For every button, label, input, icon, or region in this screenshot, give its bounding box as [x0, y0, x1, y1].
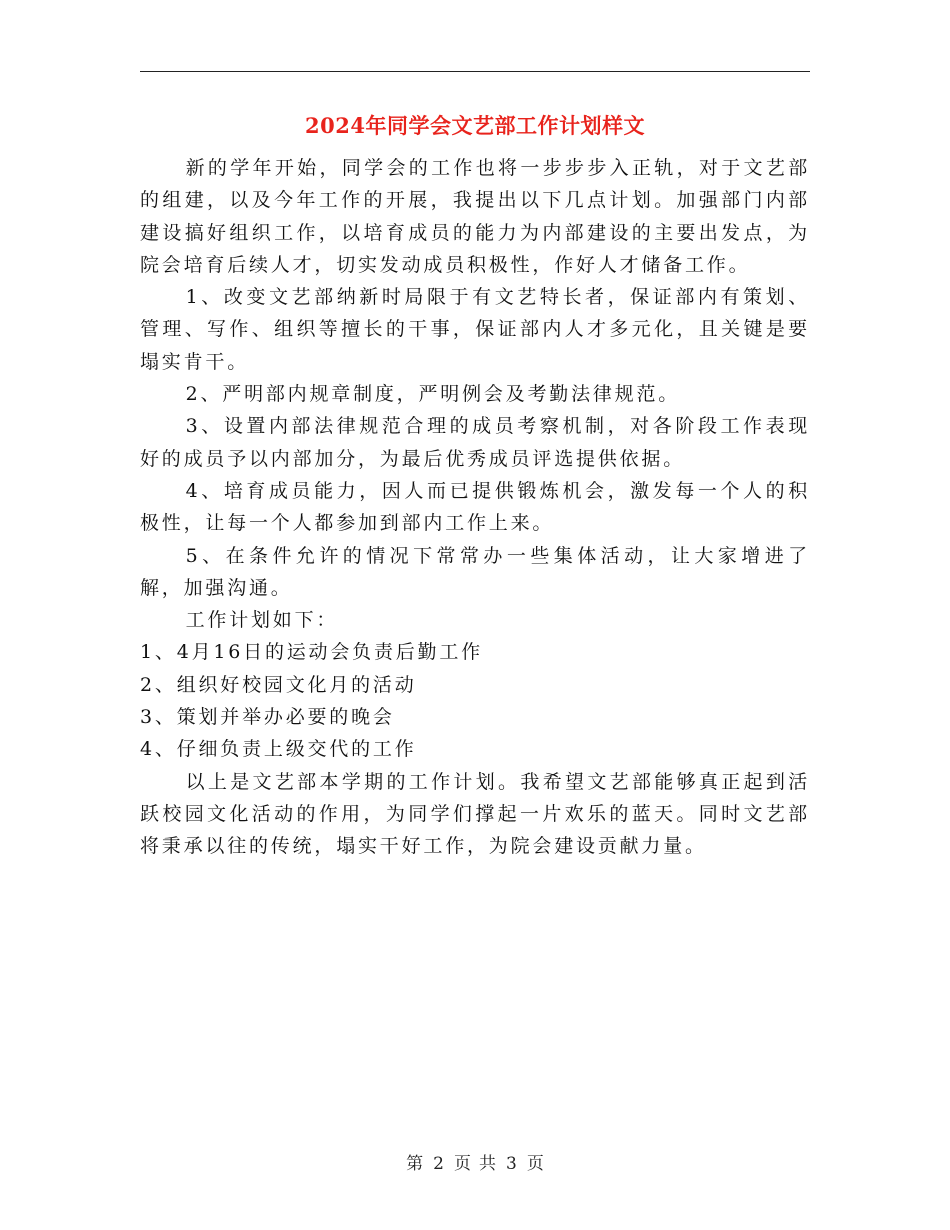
document-title: 2024年同学会文艺部工作计划样文: [305, 113, 645, 138]
footer-total-prefix: 共: [479, 1154, 496, 1174]
plan-item-1: 1、4月16日的运动会负责后勤工作: [140, 641, 483, 664]
footer-total-unit: 页: [526, 1154, 544, 1174]
paragraph-point-1: 1、改变文艺部纳新时局限于有文艺特长者，保证部内有策划、管理、写作、组织等擅长的干事，保证部内人才多元化，且关键是要塌实肯干。: [140, 286, 810, 373]
page-number-footer: [0, 1152, 950, 1176]
footer-page-unit: 页: [454, 1154, 471, 1174]
paragraph-intro: 新的学年开始，同学会的工作也将一步步步入正轨，对于文艺部的组建，以及今年工作的开展，我提出以下几点计划。加强部门内部建设搞好组织工作，以培育成员的能力为内部建设的主要出发点，为院会培育后续人才，切实发动成员积极性，作好人才储备工作。: [140, 157, 810, 276]
plan-item-3: 3、策划并举办必要的晚会: [140, 706, 395, 729]
paragraph-point-4: 4、培育成员能力，因人而已提供锻炼机会，激发每一个人的积极性，让每一个人都参加到部内工作上来。: [140, 479, 810, 535]
plan-heading: 工作计划如下：: [185, 609, 339, 632]
plan-item-2: 2、组织好校园文化月的活动: [140, 673, 417, 696]
footer-current-page: 2: [433, 1154, 444, 1174]
footer-total-pages: 3: [506, 1154, 517, 1174]
paragraph-point-2: 2、严明部内规章制度，严明例会及考勤法律规范。: [185, 383, 681, 406]
paragraph-closing: 以上是文艺部本学期的工作计划。我希望文艺部能够真正起到活跃校园文化活动的作用，为同学们撑起一片欢乐的蓝天。同时文艺部将秉承以往的传统，塌实干好工作，为院会建设贡献力量。: [140, 770, 810, 858]
paragraph-point-3: 3、设置内部法律规范合理的成员考察机制，对各阶段工作表现好的成员予以内部加分，为最后优秀成员评选提供依据。: [140, 415, 810, 470]
document-body: [140, 152, 810, 863]
header-rule: [140, 71, 810, 72]
paragraph-point-5: 5、在条件允许的情况下常常办一些集体活动，让大家增进了解，加强沟通。: [140, 544, 810, 599]
footer-page-prefix: 第: [406, 1154, 424, 1174]
plan-item-4: 4、仔细负责上级交代的工作: [140, 738, 417, 761]
